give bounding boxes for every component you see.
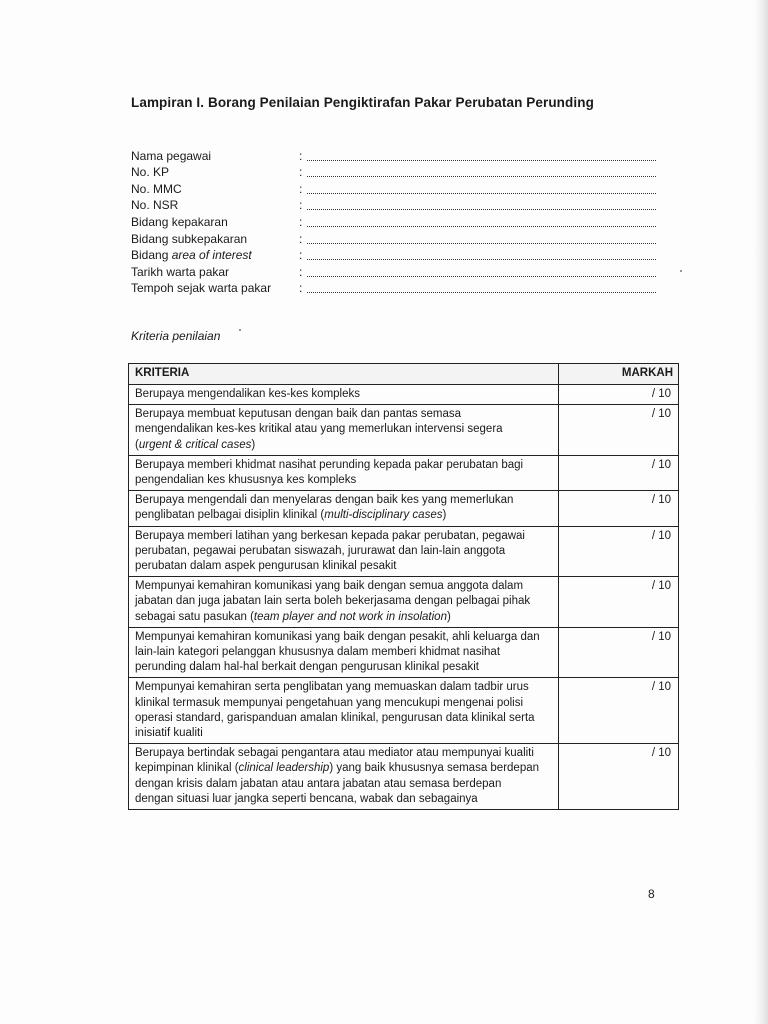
field-separator: : bbox=[299, 165, 303, 180]
table-row bbox=[129, 405, 679, 456]
criteria-text: mengendalikan kes-kes kritikal atau yang memerlukan intervensi segera bbox=[135, 423, 503, 436]
form-field-row bbox=[131, 163, 656, 180]
criteria-text: jabatan dan juga jabatan lain serta boleh bekerjasama dengan pelbagai pihak bbox=[135, 595, 531, 608]
criteria-text: penglibatan pelbagai disiplin klinikal ( bbox=[135, 509, 325, 522]
criteria-line bbox=[135, 792, 553, 807]
criteria-cell bbox=[129, 744, 559, 810]
criteria-text: ) yang baik khususnya semasa berdepan bbox=[329, 762, 540, 775]
field-separator: : bbox=[299, 264, 303, 279]
field-fill-line[interactable] bbox=[307, 234, 656, 244]
criteria-line bbox=[135, 777, 553, 792]
field-fill-line[interactable] bbox=[307, 267, 656, 277]
section-label: Kriteria penilaian bbox=[131, 329, 221, 343]
page-title: Lampiran I. Borang Penilaian Pengiktirafan Pakar Perubatan Perunding bbox=[131, 95, 594, 110]
criteria-line bbox=[135, 660, 553, 675]
form-field-row bbox=[131, 196, 656, 213]
mark-cell[interactable]: / 10 bbox=[559, 577, 679, 628]
criteria-line bbox=[135, 761, 553, 776]
table-header-row bbox=[129, 364, 679, 385]
form-field-row bbox=[131, 262, 656, 279]
field-label bbox=[131, 165, 299, 179]
criteria-text: Berupaya mengendalikan kes-kes kompleks bbox=[135, 388, 361, 400]
mark-cell[interactable]: / 10 bbox=[559, 744, 679, 810]
criteria-line bbox=[135, 508, 553, 523]
field-label bbox=[131, 215, 299, 229]
table-row bbox=[129, 385, 679, 405]
criteria-text: Mempunyai kemahiran komunikasi yang baik dengan semua anggota dalam bbox=[135, 580, 524, 593]
criteria-line bbox=[135, 529, 553, 544]
field-label bbox=[131, 281, 299, 295]
field-fill-line[interactable] bbox=[307, 167, 656, 177]
field-label-text: Tempoh sejak warta pakar bbox=[131, 281, 272, 296]
field-separator: : bbox=[299, 281, 303, 296]
criteria-cell bbox=[129, 385, 559, 405]
criteria-line bbox=[135, 726, 553, 741]
criteria-line bbox=[135, 387, 553, 402]
criteria-line bbox=[135, 458, 553, 473]
criteria-cell bbox=[129, 526, 559, 577]
table-row bbox=[129, 627, 679, 678]
form-field-row bbox=[131, 146, 656, 163]
criteria-line bbox=[135, 711, 553, 726]
criteria-cell bbox=[129, 491, 559, 526]
criteria-text: kepimpinan klinikal ( bbox=[135, 762, 239, 775]
table-row bbox=[129, 744, 679, 810]
field-label-text: Bidang subkepakaran bbox=[131, 231, 248, 246]
criteria-cell bbox=[129, 455, 559, 490]
criteria-cell bbox=[129, 405, 559, 456]
form-field-row bbox=[131, 246, 656, 263]
field-label bbox=[131, 265, 299, 279]
field-label bbox=[131, 232, 299, 246]
field-fill-line[interactable] bbox=[307, 200, 656, 210]
criteria-line bbox=[135, 493, 553, 508]
mark-cell[interactable]: / 10 bbox=[559, 526, 679, 577]
criteria-text: dengan krisis dalam jabatan atau antara jabatan atau semasa berdepan bbox=[135, 777, 502, 790]
criteria-line bbox=[135, 544, 553, 559]
criteria-line bbox=[135, 559, 553, 574]
mark-cell[interactable]: / 10 bbox=[559, 678, 679, 744]
field-separator: : bbox=[299, 214, 303, 229]
form-field-row bbox=[131, 179, 656, 196]
criteria-cell bbox=[129, 577, 559, 628]
mark-cell[interactable]: / 10 bbox=[559, 405, 679, 456]
criteria-cell bbox=[129, 678, 559, 744]
field-label-text: No. MMC bbox=[131, 181, 182, 196]
header-mark: MARKAH bbox=[559, 364, 679, 385]
form-field-row bbox=[131, 279, 656, 296]
criteria-text: operasi standard, garispanduan amalan klinikal, pengurusan data klinikal serta bbox=[135, 711, 535, 724]
field-label-text: Nama pegawai bbox=[131, 148, 212, 163]
field-label-text: No. KP bbox=[131, 165, 170, 180]
criteria-line bbox=[135, 579, 553, 594]
criteria-text-italic: urgent & critical cases bbox=[138, 438, 252, 451]
scan-edge-shadow bbox=[754, 0, 768, 1024]
scan-speck bbox=[680, 270, 682, 272]
field-label bbox=[131, 248, 299, 262]
field-fill-line[interactable] bbox=[307, 217, 656, 227]
field-label-text: No. NSR bbox=[131, 198, 179, 213]
criteria-line bbox=[135, 422, 553, 437]
table-row bbox=[129, 491, 679, 526]
criteria-text: klinikal termasuk mempunyai pengetahuan yang mencukupi mengenai polisi bbox=[135, 696, 524, 709]
field-fill-line[interactable] bbox=[307, 184, 656, 194]
field-separator: : bbox=[299, 181, 303, 196]
field-label bbox=[131, 149, 299, 163]
field-label-text: Bidang kepakaran bbox=[131, 214, 228, 229]
criteria-line bbox=[135, 594, 553, 609]
field-label-text: Tarikh warta pakar bbox=[131, 264, 230, 279]
page-number: 8 bbox=[648, 887, 655, 901]
criteria-text: lain-lain kategori pelanggan khususnya dalam memberi khidmat nasihat bbox=[135, 646, 501, 659]
criteria-text: perubatan, pegawai perubatan siswazah, jururawat dan lain-lain anggota bbox=[135, 544, 506, 557]
field-separator: : bbox=[299, 148, 303, 163]
table-row bbox=[129, 455, 679, 490]
officer-info-fields bbox=[131, 146, 656, 295]
form-field-row bbox=[131, 212, 656, 229]
criteria-text: ) bbox=[446, 610, 451, 623]
mark-cell[interactable]: / 10 bbox=[559, 455, 679, 490]
mark-cell[interactable]: / 10 bbox=[559, 491, 679, 526]
header-criteria: KRITERIA bbox=[129, 364, 559, 385]
criteria-text-italic: clinical leadership bbox=[238, 762, 330, 775]
criteria-text: Mempunyai kemahiran serta penglibatan yang memuaskan dalam tadbir urus bbox=[135, 681, 529, 694]
field-fill-line[interactable] bbox=[307, 250, 656, 260]
field-separator: : bbox=[299, 231, 303, 246]
criteria-line bbox=[135, 438, 553, 453]
field-fill-line[interactable] bbox=[307, 283, 656, 293]
mark-cell[interactable]: / 10 bbox=[559, 385, 679, 405]
criteria-line bbox=[135, 746, 553, 761]
criteria-text: perunding dalam hal-hal berkait dengan pengurusan klinikal pesakit bbox=[135, 661, 479, 674]
criteria-text: perubatan dalam aspek pengurusan klinikal pesakit bbox=[135, 560, 397, 573]
criteria-text: Berupaya memberi khidmat nasihat perunding kepada pakar perubatan bagi bbox=[135, 458, 524, 471]
criteria-text: Mempunyai kemahiran komunikasi yang baik dengan pesakit, ahli keluarga dan bbox=[135, 630, 540, 643]
criteria-line bbox=[135, 696, 553, 711]
field-label-italic-text: area of interest bbox=[171, 248, 252, 263]
criteria-text: dengan situasi luar jangka seperti bencana, wabak dan sebagainya bbox=[135, 792, 478, 805]
field-separator: : bbox=[299, 198, 303, 213]
criteria-cell bbox=[129, 627, 559, 678]
criteria-text: pengendalian kes khususnya kes kompleks bbox=[135, 474, 357, 487]
table-row bbox=[129, 577, 679, 628]
criteria-text: Berupaya mengendali dan menyelaras dengan baik kes yang memerlukan bbox=[135, 494, 514, 507]
criteria-text-italic: multi-disciplinary cases bbox=[324, 509, 443, 522]
criteria-text: ( bbox=[135, 438, 139, 451]
field-label-text: Bidang bbox=[131, 248, 172, 263]
field-separator: : bbox=[299, 248, 303, 263]
criteria-text: sebagai satu pasukan ( bbox=[135, 610, 254, 623]
table-row bbox=[129, 526, 679, 577]
criteria-text: Berupaya bertindak sebagai pengantara atau mediator atau mempunyai kualiti bbox=[135, 747, 534, 760]
criteria-text-italic: team player and not work in insolation bbox=[253, 610, 447, 623]
field-fill-line[interactable] bbox=[307, 151, 656, 161]
criteria-line bbox=[135, 610, 553, 625]
criteria-text: ) bbox=[251, 438, 256, 451]
criteria-line bbox=[135, 473, 553, 488]
criteria-line bbox=[135, 630, 553, 645]
field-label bbox=[131, 182, 299, 196]
criteria-line bbox=[135, 407, 553, 422]
criteria-text: Berupaya memberi latihan yang berkesan kepada pakar perubatan, pegawai bbox=[135, 529, 525, 542]
criteria-text: Berupaya membuat keputusan dengan baik dan pantas semasa bbox=[135, 408, 462, 421]
form-field-row bbox=[131, 229, 656, 246]
criteria-text: inisiatif kualiti bbox=[135, 727, 203, 740]
criteria-table bbox=[128, 363, 679, 810]
criteria-text: ) bbox=[442, 509, 447, 522]
criteria-line bbox=[135, 680, 553, 695]
table-row bbox=[129, 678, 679, 744]
mark-cell[interactable]: / 10 bbox=[559, 627, 679, 678]
scan-speck bbox=[239, 329, 241, 331]
criteria-table-body bbox=[129, 385, 679, 810]
criteria-line bbox=[135, 645, 553, 660]
field-label bbox=[131, 198, 299, 212]
